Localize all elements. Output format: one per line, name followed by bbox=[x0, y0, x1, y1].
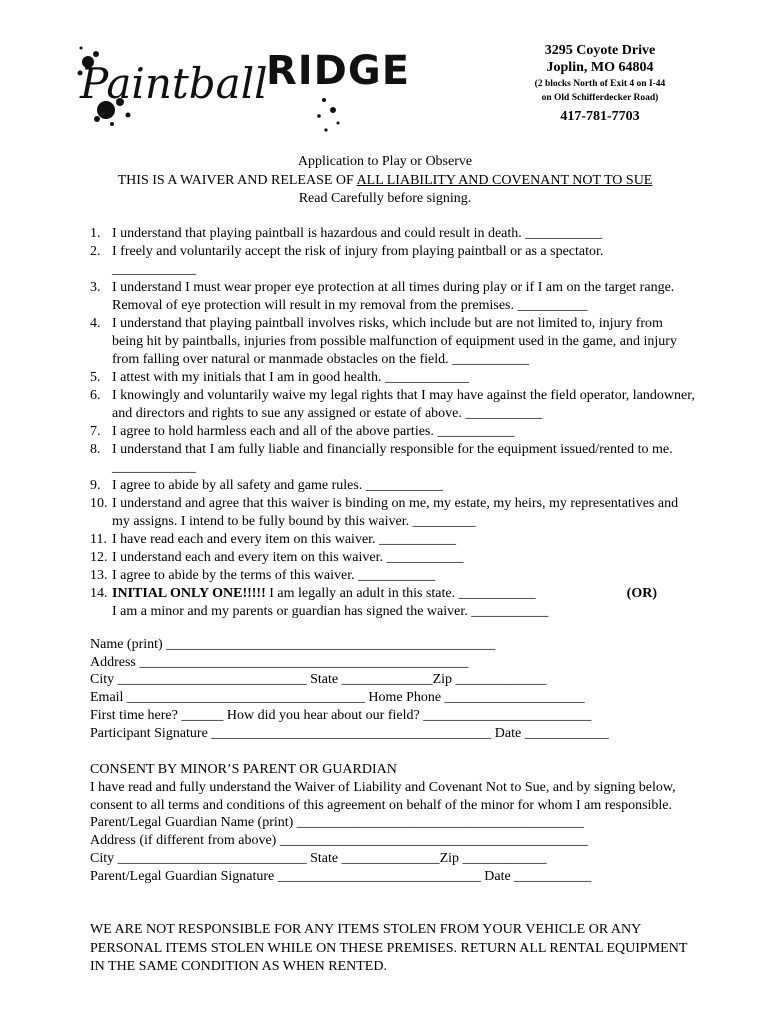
item-text: I freely and voluntarily accept the risk of injury from playing paintball or as a spectator. bbox=[112, 244, 604, 259]
logo-bold-text: RIDGE bbox=[266, 48, 411, 94]
item-text: I have read each and every item on this waiver. ___________ bbox=[112, 532, 457, 547]
list-item bbox=[90, 423, 695, 441]
list-item bbox=[90, 549, 695, 567]
guardian-address-field[interactable]: Address (if different from above) ____________________________________________ bbox=[90, 833, 588, 849]
list-item bbox=[90, 225, 695, 243]
waiver-heading bbox=[0, 172, 770, 190]
read-carefully-note: Read Carefully before signing. bbox=[298, 191, 472, 206]
logo-graphic bbox=[76, 40, 416, 136]
list-item bbox=[90, 387, 695, 423]
item-text: I attest with my initials that I am in good health. ____________ bbox=[112, 370, 469, 385]
waiver-heading-prefix: THIS IS A WAIVER AND RELEASE OF bbox=[117, 173, 357, 188]
item-text: I understand that playing paintball involves risks, which include but are not limited to, injury from being hit by paintballs, injuries from possible malfunction of equipment used in the game, and injury from falling over natural or manmade obstacles on the field. ___________ bbox=[112, 316, 677, 367]
item-text: I agree to hold harmless each and all of the above parties. ___________ bbox=[112, 424, 515, 439]
list-item bbox=[90, 441, 695, 477]
city-state-zip-field[interactable]: City ___________________________ State _____________Zip _____________ bbox=[90, 672, 547, 688]
list-item bbox=[90, 495, 695, 531]
address-block bbox=[500, 42, 700, 125]
item-text: I agree to abide by the terms of this waiver. ___________ bbox=[112, 568, 436, 583]
item-text: I knowingly and voluntarily waive my legal rights that I may have against the field operator, landowner, and directors and rights to sue any assigned or estate of above. ___________ bbox=[112, 388, 695, 421]
paintball-ridge-logo bbox=[76, 40, 416, 136]
item-number: 8. bbox=[90, 442, 101, 457]
item-number: 7. bbox=[90, 424, 101, 439]
first-time-field[interactable]: First time here? ______ How did you hear about our field? ________________________ bbox=[90, 707, 592, 723]
name-field[interactable]: Name (print) _______________________________________________ bbox=[90, 637, 496, 652]
list-item bbox=[90, 531, 695, 549]
participant-info-form bbox=[90, 636, 710, 742]
address-field[interactable]: Address _______________________________________________ bbox=[90, 654, 469, 670]
item-number: 9. bbox=[90, 478, 101, 493]
consent-paragraph: I have read and fully understand the Waiver of Liability and Covenant Not to Sue, and by signing below, consent to all terms and conditions of this agreement on behalf of the minor for whom I am responsible. bbox=[90, 779, 676, 813]
consent-heading: CONSENT BY MINOR’S PARENT OR GUARDIAN bbox=[90, 762, 397, 777]
list-item bbox=[90, 567, 695, 585]
item-text: I understand and agree that this waiver is binding on me, my estate, my heirs, my representatives and my assigns. I intend to be fully bound by this waiver. _________ bbox=[112, 496, 679, 529]
item-text: I agree to abide by all safety and game rules. ___________ bbox=[112, 478, 443, 493]
adult-option-text[interactable]: I am legally an adult in this state. ___________ bbox=[265, 586, 536, 601]
initial-blank[interactable]: ____________ bbox=[112, 262, 196, 277]
or-label: (OR) bbox=[626, 586, 657, 601]
email-phone-field[interactable]: Email __________________________________ Home Phone ____________________ bbox=[90, 690, 585, 706]
street-address: 3295 Coyote Drive bbox=[544, 43, 656, 58]
item-text: I understand that I am fully liable and financially responsible for the equipment issued/rented to me. ____________ bbox=[112, 442, 673, 475]
directions-line-2: on Old Schifferdecker Road) bbox=[541, 93, 659, 103]
list-item bbox=[90, 315, 695, 369]
initial-only-one-label: INITIAL ONLY ONE!!!!! bbox=[112, 586, 266, 601]
item-number: 3. bbox=[90, 280, 101, 295]
list-item bbox=[90, 477, 695, 495]
item-number: 5. bbox=[90, 370, 101, 385]
item-number: 13. bbox=[90, 568, 108, 583]
waiver-heading-underlined: ALL LIABILITY AND COVENANT NOT TO SUE bbox=[356, 173, 653, 188]
guardian-signature-field[interactable]: Parent/Legal Guardian Signature _____________________________ Date ___________ bbox=[90, 868, 592, 884]
participant-signature-field[interactable]: Participant Signature ________________________________________ Date ____________ bbox=[90, 725, 609, 741]
liability-warning: WE ARE NOT RESPONSIBLE FOR ANY ITEMS STOLEN FROM YOUR VEHICLE OR ANY PERSONAL ITEMS STOLEN WHILE ON THESE PREMISES. RETURN ALL RENTAL EQUIPMENT IN THE SAME CONDITION AS WHEN RENTED. bbox=[90, 922, 688, 974]
logo-script-text: Paintball bbox=[80, 59, 268, 108]
item-number: 2. bbox=[90, 244, 101, 259]
directions-line-1: (2 blocks North of Exit 4 on I-44 bbox=[534, 79, 666, 89]
guardian-consent-section bbox=[90, 761, 680, 886]
minor-option-text[interactable]: I am a minor and my parents or guardian has signed the waiver. ___________ bbox=[112, 604, 549, 619]
item-text: I understand I must wear proper eye protection at all times during play or if I am on the target range. Removal of eye protection will result in my removal from the premises. __________ bbox=[112, 280, 675, 313]
item-number: 4. bbox=[90, 316, 101, 331]
list-item-14 bbox=[90, 585, 695, 621]
form-title: Application to Play or Observe bbox=[297, 154, 473, 169]
item-text: I understand that playing paintball is hazardous and could result in death. ___________ bbox=[112, 226, 603, 241]
item-number: 14. bbox=[90, 586, 108, 601]
city-address: Joplin, MO 64804 bbox=[546, 60, 654, 75]
item-number: 6. bbox=[90, 388, 101, 403]
phone-number: 417-781-7703 bbox=[560, 109, 640, 124]
list-item bbox=[90, 369, 695, 387]
item-number: 12. bbox=[90, 550, 108, 565]
list-item bbox=[90, 279, 695, 315]
item-number: 1. bbox=[90, 226, 101, 241]
guardian-name-field[interactable]: Parent/Legal Guardian Name (print) _________________________________________ bbox=[90, 815, 584, 831]
guardian-city-state-zip-field[interactable]: City ___________________________ State ______________Zip ____________ bbox=[90, 850, 547, 866]
item-number: 11. bbox=[90, 532, 107, 547]
waiver-terms-list bbox=[90, 225, 695, 621]
item-text: I understand each and every item on this waiver. ___________ bbox=[112, 550, 464, 565]
list-item bbox=[90, 243, 695, 279]
item-number: 10. bbox=[90, 496, 108, 511]
